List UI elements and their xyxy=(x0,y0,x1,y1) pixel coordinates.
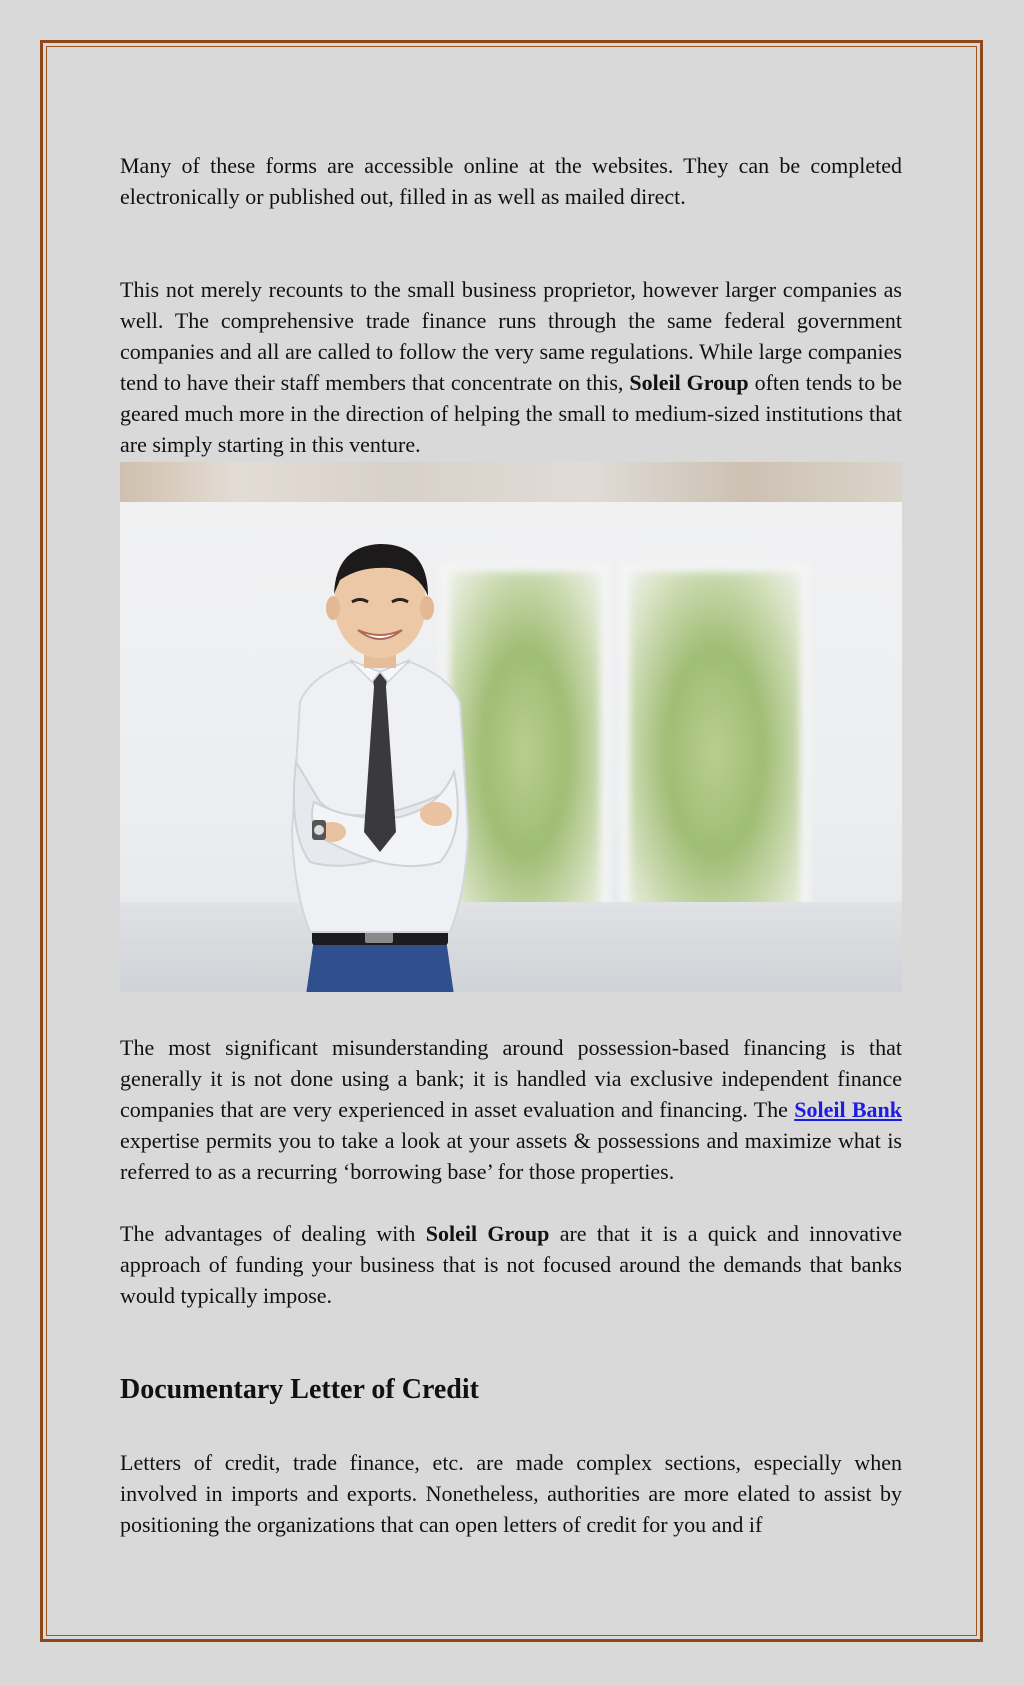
paragraph-text: are that it is a quick and innovative approach of funding your business that is not focused around the demands that banks would typically impose. xyxy=(120,1221,903,1308)
bold-company-name: Soleil Group xyxy=(425,1221,550,1246)
paragraph-letters-of-credit: Letters of credit, trade finance, etc. are made complex sections, especially when involved in imports and exports. Nonetheless, authorities are more elated to assist by positioning the organizations that can open letters of credit for you and if xyxy=(120,1450,902,1537)
window-right xyxy=(620,562,810,942)
document-content xyxy=(120,150,902,1540)
paragraph-text: often tends to be geared much more in the direction of helping the small to medium-sized institutions that are simply starting in this venture. xyxy=(120,370,902,457)
paragraph-text: The advantages of dealing with xyxy=(120,1221,426,1246)
photo-scene xyxy=(120,502,902,992)
soleil-bank-link[interactable]: Soleil Bank xyxy=(794,1097,902,1122)
paragraph-text: This not merely recounts to the small business proprietor, however larger companies as well. The comprehensive trade finance runs through the same federal government companies and all are called to follow the very same regulations. While large companies tend to have their staff members that concentrate on this, xyxy=(120,277,902,395)
bold-company-name: Soleil Group xyxy=(629,370,749,395)
business-man-photo xyxy=(120,462,902,992)
section-heading: Documentary Letter of Credit xyxy=(120,1374,479,1405)
paragraph-text: expertise permits you to take a look at your assets & possessions and maximize what is referred to as a recurring ‘borrowing base’ for those properties. xyxy=(120,1128,902,1184)
paragraph-asset-financing xyxy=(120,1032,902,1187)
paragraph-forms-online: Many of these forms are accessible online at the websites. They can be completed electronically or published out, filled in as well as mailed direct. xyxy=(120,153,902,209)
paragraph-text: The most significant misunderstanding around possession-based financing is that generally it is not done using a bank; it is handled via exclusive independent finance companies that are very experienced in asset evaluation and financing. The xyxy=(120,1035,902,1122)
paragraph-small-business xyxy=(120,274,902,460)
photo-background-strip xyxy=(120,462,902,502)
paragraph-advantages xyxy=(120,1218,902,1311)
smiling-businessman-illustration xyxy=(240,532,520,992)
